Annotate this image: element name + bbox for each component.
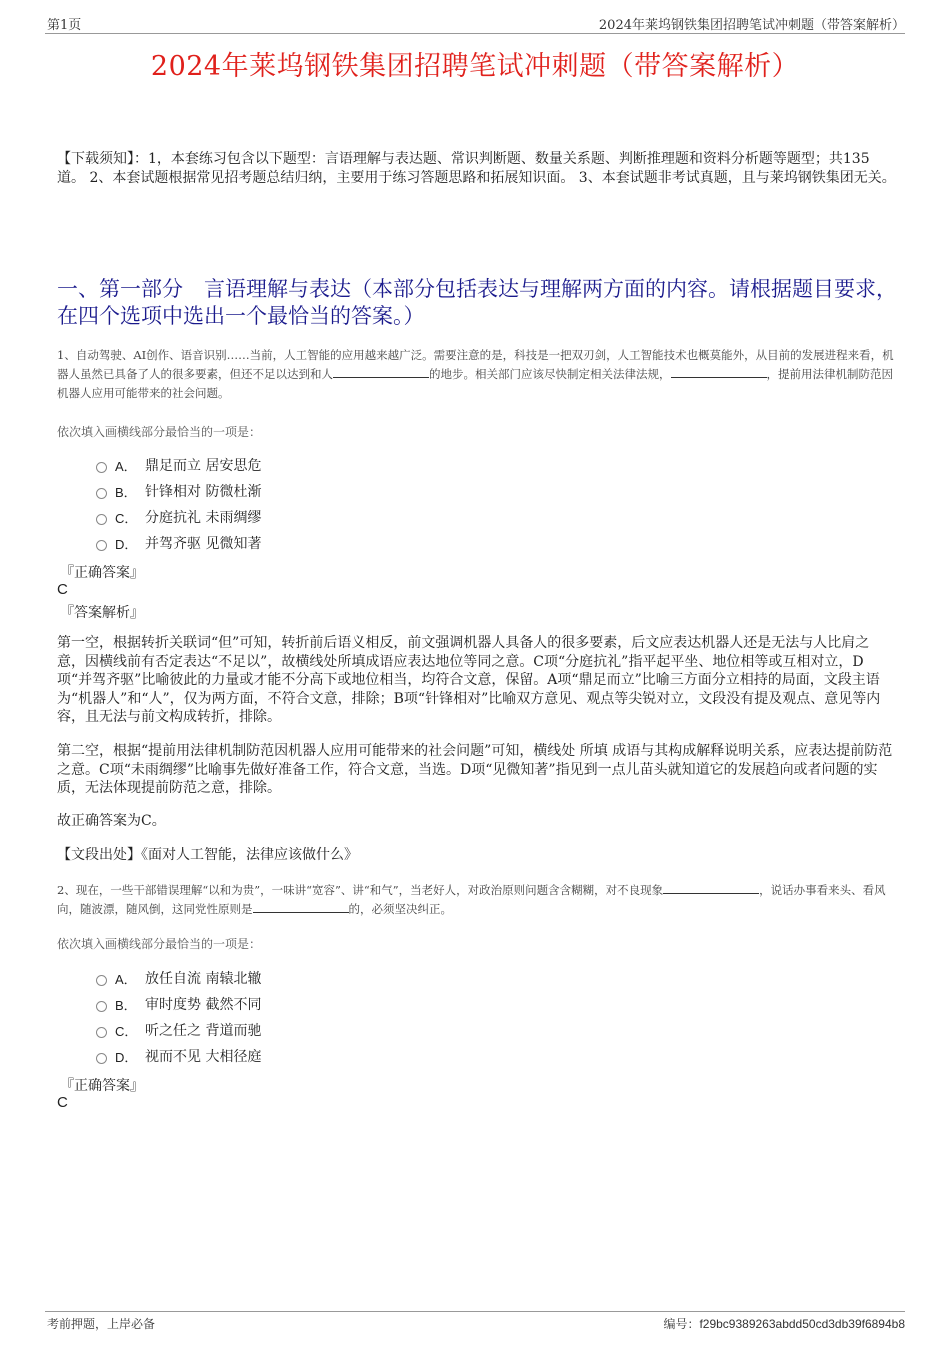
option-b[interactable]: B． 针锋相对 防微杜渐 <box>96 478 261 504</box>
document-code: 编号：f29bc9389263abdd50cd3db39f6894b8 <box>663 1317 905 1331</box>
section-title: 一、第一部分 言语理解与表达（本部分包括表达与理解两方面的内容。请根据题目要求，在四个选项中选出一个最恰当的答案。） <box>57 277 897 328</box>
option-b[interactable]: B． 审时度势 截然不同 <box>96 991 261 1017</box>
answer-label: 『正确答案』 <box>60 565 144 581</box>
fill-blank <box>333 365 429 378</box>
question-1-prompt: 依次填入画横线部分最恰当的一项是： <box>57 425 262 439</box>
question-1-options <box>96 452 261 556</box>
fill-blank <box>253 900 349 913</box>
option-a[interactable]: A． 放任自流 南辕北辙 <box>96 965 261 991</box>
source-citation: 【文段出处】《面对人工智能，法律应该做什么》 <box>57 847 358 863</box>
question-2-prompt: 依次填入画横线部分最恰当的一项是： <box>57 937 262 951</box>
answer-value: C <box>57 1094 68 1111</box>
document-title: 2024年莱坞钢铁集团招聘笔试冲刺题（带答案解析） <box>150 51 800 82</box>
analysis-label: 『答案解析』 <box>60 605 144 621</box>
option-d[interactable]: D． 并驾齐驱 见微知著 <box>96 530 261 556</box>
question-2-text: 2、现在，一些干部错误理解“以和为贵”，一味讲“宽容”、讲“和气”，当老好人，对政治原则问题含含糊糊，对不良现象 ，说话办事看来头、看风向，随波漂，随风倒，这同党性原则是 的，必须坚决纠正。 <box>57 883 886 916</box>
question-1-text: 1、自动驾驶、AI创作、语音识别……当前，人工智能的应用越来越广泛。需要注意的是，科技是一把双刃剑，人工智能技术也概莫能外，从目前的发展进程来看，机器人虽然已具备了人的很多要素，但还不足以达到和人 的地步。相关部门应该尽快制定相关法律法规， ，提前用法律机制防范因机器人应用可能带来的社会问题。 <box>57 348 894 400</box>
analysis-paragraph-1: 第一空，根据转折关联词“但”可知，转折前后语义相反，前文强调机器人具备人的很多要素，后文应表达机器人还是无法与人比肩之意，因横线前有否定表达“不足以”，故横线处所填成语应表达地位等同之意。C项“分庭抗礼”指平起平坐、地位相等或互相对立，D项“并驾齐驱”比喻彼此的力量或才能不分高下或地位相当，均符合文意，保留。A项“鼎足而立”比喻三方面分立相持的局面，文段主语为“机器人”和“人”，仅为两方面，不符合文意，排除；B项“针锋相对”比喻双方意见、观点等尖锐对立，文段没有提及观点、意见等内容，且无法与前文构成转折，排除。 <box>57 635 881 725</box>
footer-slogan: 考前押题，上岸必备 <box>47 1317 156 1331</box>
fill-blank <box>663 881 759 894</box>
radio-icon[interactable] <box>96 1053 107 1064</box>
option-c[interactable]: C． 听之任之 背道而驰 <box>96 1017 261 1043</box>
option-a[interactable]: A． 鼎足而立 居安思危 <box>96 452 261 478</box>
header-doc-title: 2024年莱坞钢铁集团招聘笔试冲刺题（带答案解析） <box>598 18 905 33</box>
analysis-conclusion: 故正确答案为C。 <box>57 813 166 829</box>
fill-blank <box>671 365 767 378</box>
radio-icon[interactable] <box>96 540 107 551</box>
radio-icon[interactable] <box>96 1027 107 1038</box>
answer-value: C <box>57 581 68 598</box>
page-number: 第1页 <box>47 18 82 33</box>
header-divider <box>45 33 905 34</box>
option-c[interactable]: C． 分庭抗礼 未雨绸缪 <box>96 504 261 530</box>
radio-icon[interactable] <box>96 488 107 499</box>
radio-icon[interactable] <box>96 975 107 986</box>
radio-icon[interactable] <box>96 1001 107 1012</box>
question-2-options <box>96 965 261 1069</box>
download-notice: 【下载须知】：1，本套练习包含以下题型：言语理解与表达题、常识判断题、数量关系题、判断推理题和资料分析题等题型；共135道。 2、本套试题根据常见招考题总结归纳，主要用于练习答题思路和拓展知识面。 3、本套试题非考试真题，且与莱坞钢铁集团无关。 <box>57 151 896 186</box>
radio-icon[interactable] <box>96 514 107 525</box>
answer-label: 『正确答案』 <box>60 1078 144 1094</box>
option-d[interactable]: D． 视而不见 大相径庭 <box>96 1043 261 1069</box>
radio-icon[interactable] <box>96 462 107 473</box>
footer-divider <box>45 1311 905 1312</box>
analysis-paragraph-2: 第二空，根据“提前用法律机制防范因机器人应用可能带来的社会问题”可知，横线处 所填 成语与其构成解释说明关系，应表达提前防范之意。C项“未雨绸缪”比喻事先做好准备工作，符合文意，当选。D项“见微知著”指见到一点儿苗头就知道它的发展趋向或者问题的实质，无法体现提前防范之意，排除。 <box>57 743 893 796</box>
